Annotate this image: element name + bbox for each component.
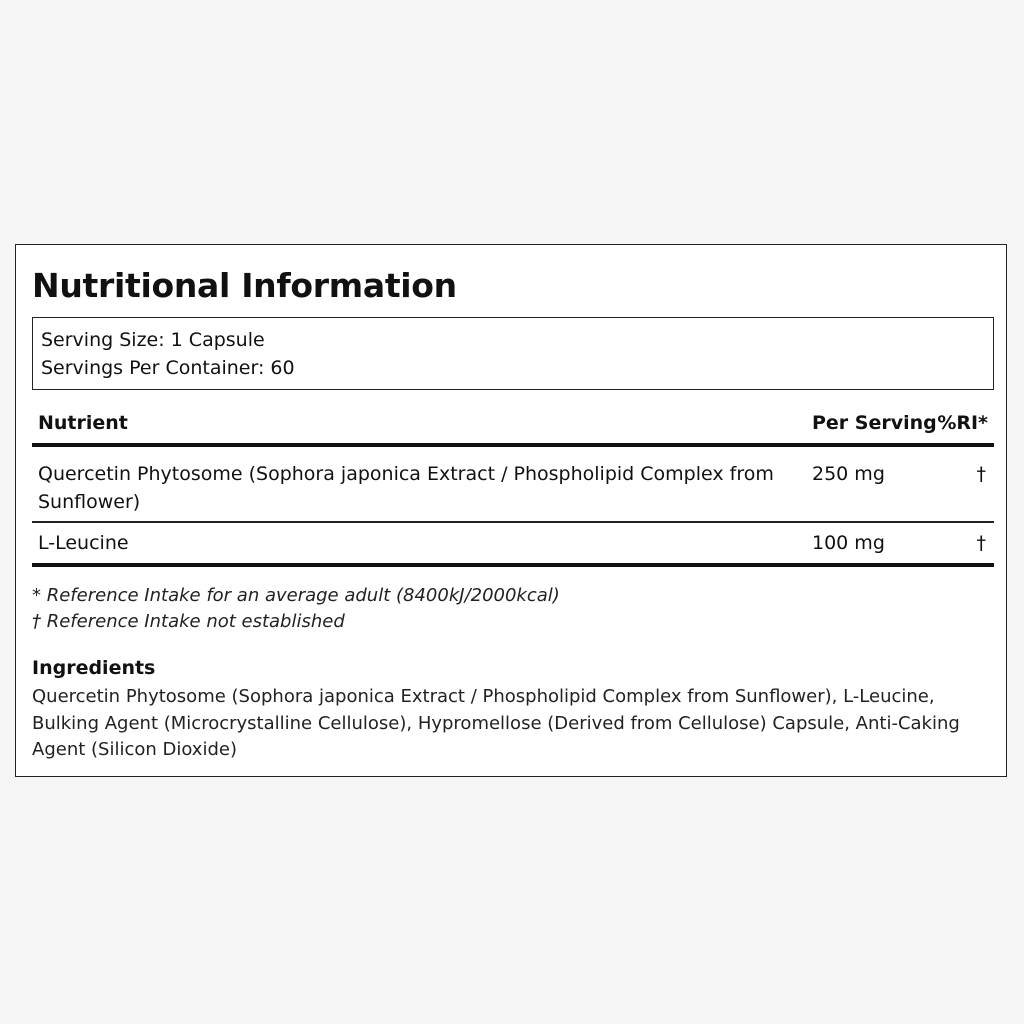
row-amount: 250 mg xyxy=(812,463,885,485)
serving-info-box xyxy=(32,317,994,390)
table-bottom-divider xyxy=(32,563,994,567)
header-nutrient: Nutrient xyxy=(38,412,128,434)
panel-title: Nutritional Information xyxy=(32,266,457,305)
row-ri: † xyxy=(976,463,986,485)
row-divider xyxy=(32,521,994,523)
header-per-serving: Per Serving xyxy=(812,412,937,434)
serving-size: Serving Size: 1 Capsule xyxy=(41,329,265,351)
footnote-ri: * Reference Intake for an average adult (8400kJ/2000kcal) xyxy=(32,585,560,606)
row-nutrient: L-Leucine xyxy=(38,532,129,554)
row-amount: 100 mg xyxy=(812,532,885,554)
row-nutrient: Quercetin Phytosome (Sophora japonica Extract / Phospholipid Complex from Sunflower) xyxy=(38,463,774,513)
footnote-dagger: † Reference Intake not established xyxy=(32,611,345,632)
nutrition-panel xyxy=(15,244,1007,777)
header-divider xyxy=(32,443,994,447)
ingredients-text: Quercetin Phytosome (Sophora japonica Extract / Phospholipid Complex from Sunflower), L-Leucine, Bulking Agent (Microcrystalline Cellulose), Hypromellose (Derived from Cellulose) Capsule, Anti-Caking Agent (Silicon Dioxide) xyxy=(32,686,960,760)
row-ri: † xyxy=(976,532,986,554)
ingredients-title: Ingredients xyxy=(32,657,156,679)
servings-per-container: Servings Per Container: 60 xyxy=(41,357,295,379)
header-ri: %RI* xyxy=(937,412,988,434)
